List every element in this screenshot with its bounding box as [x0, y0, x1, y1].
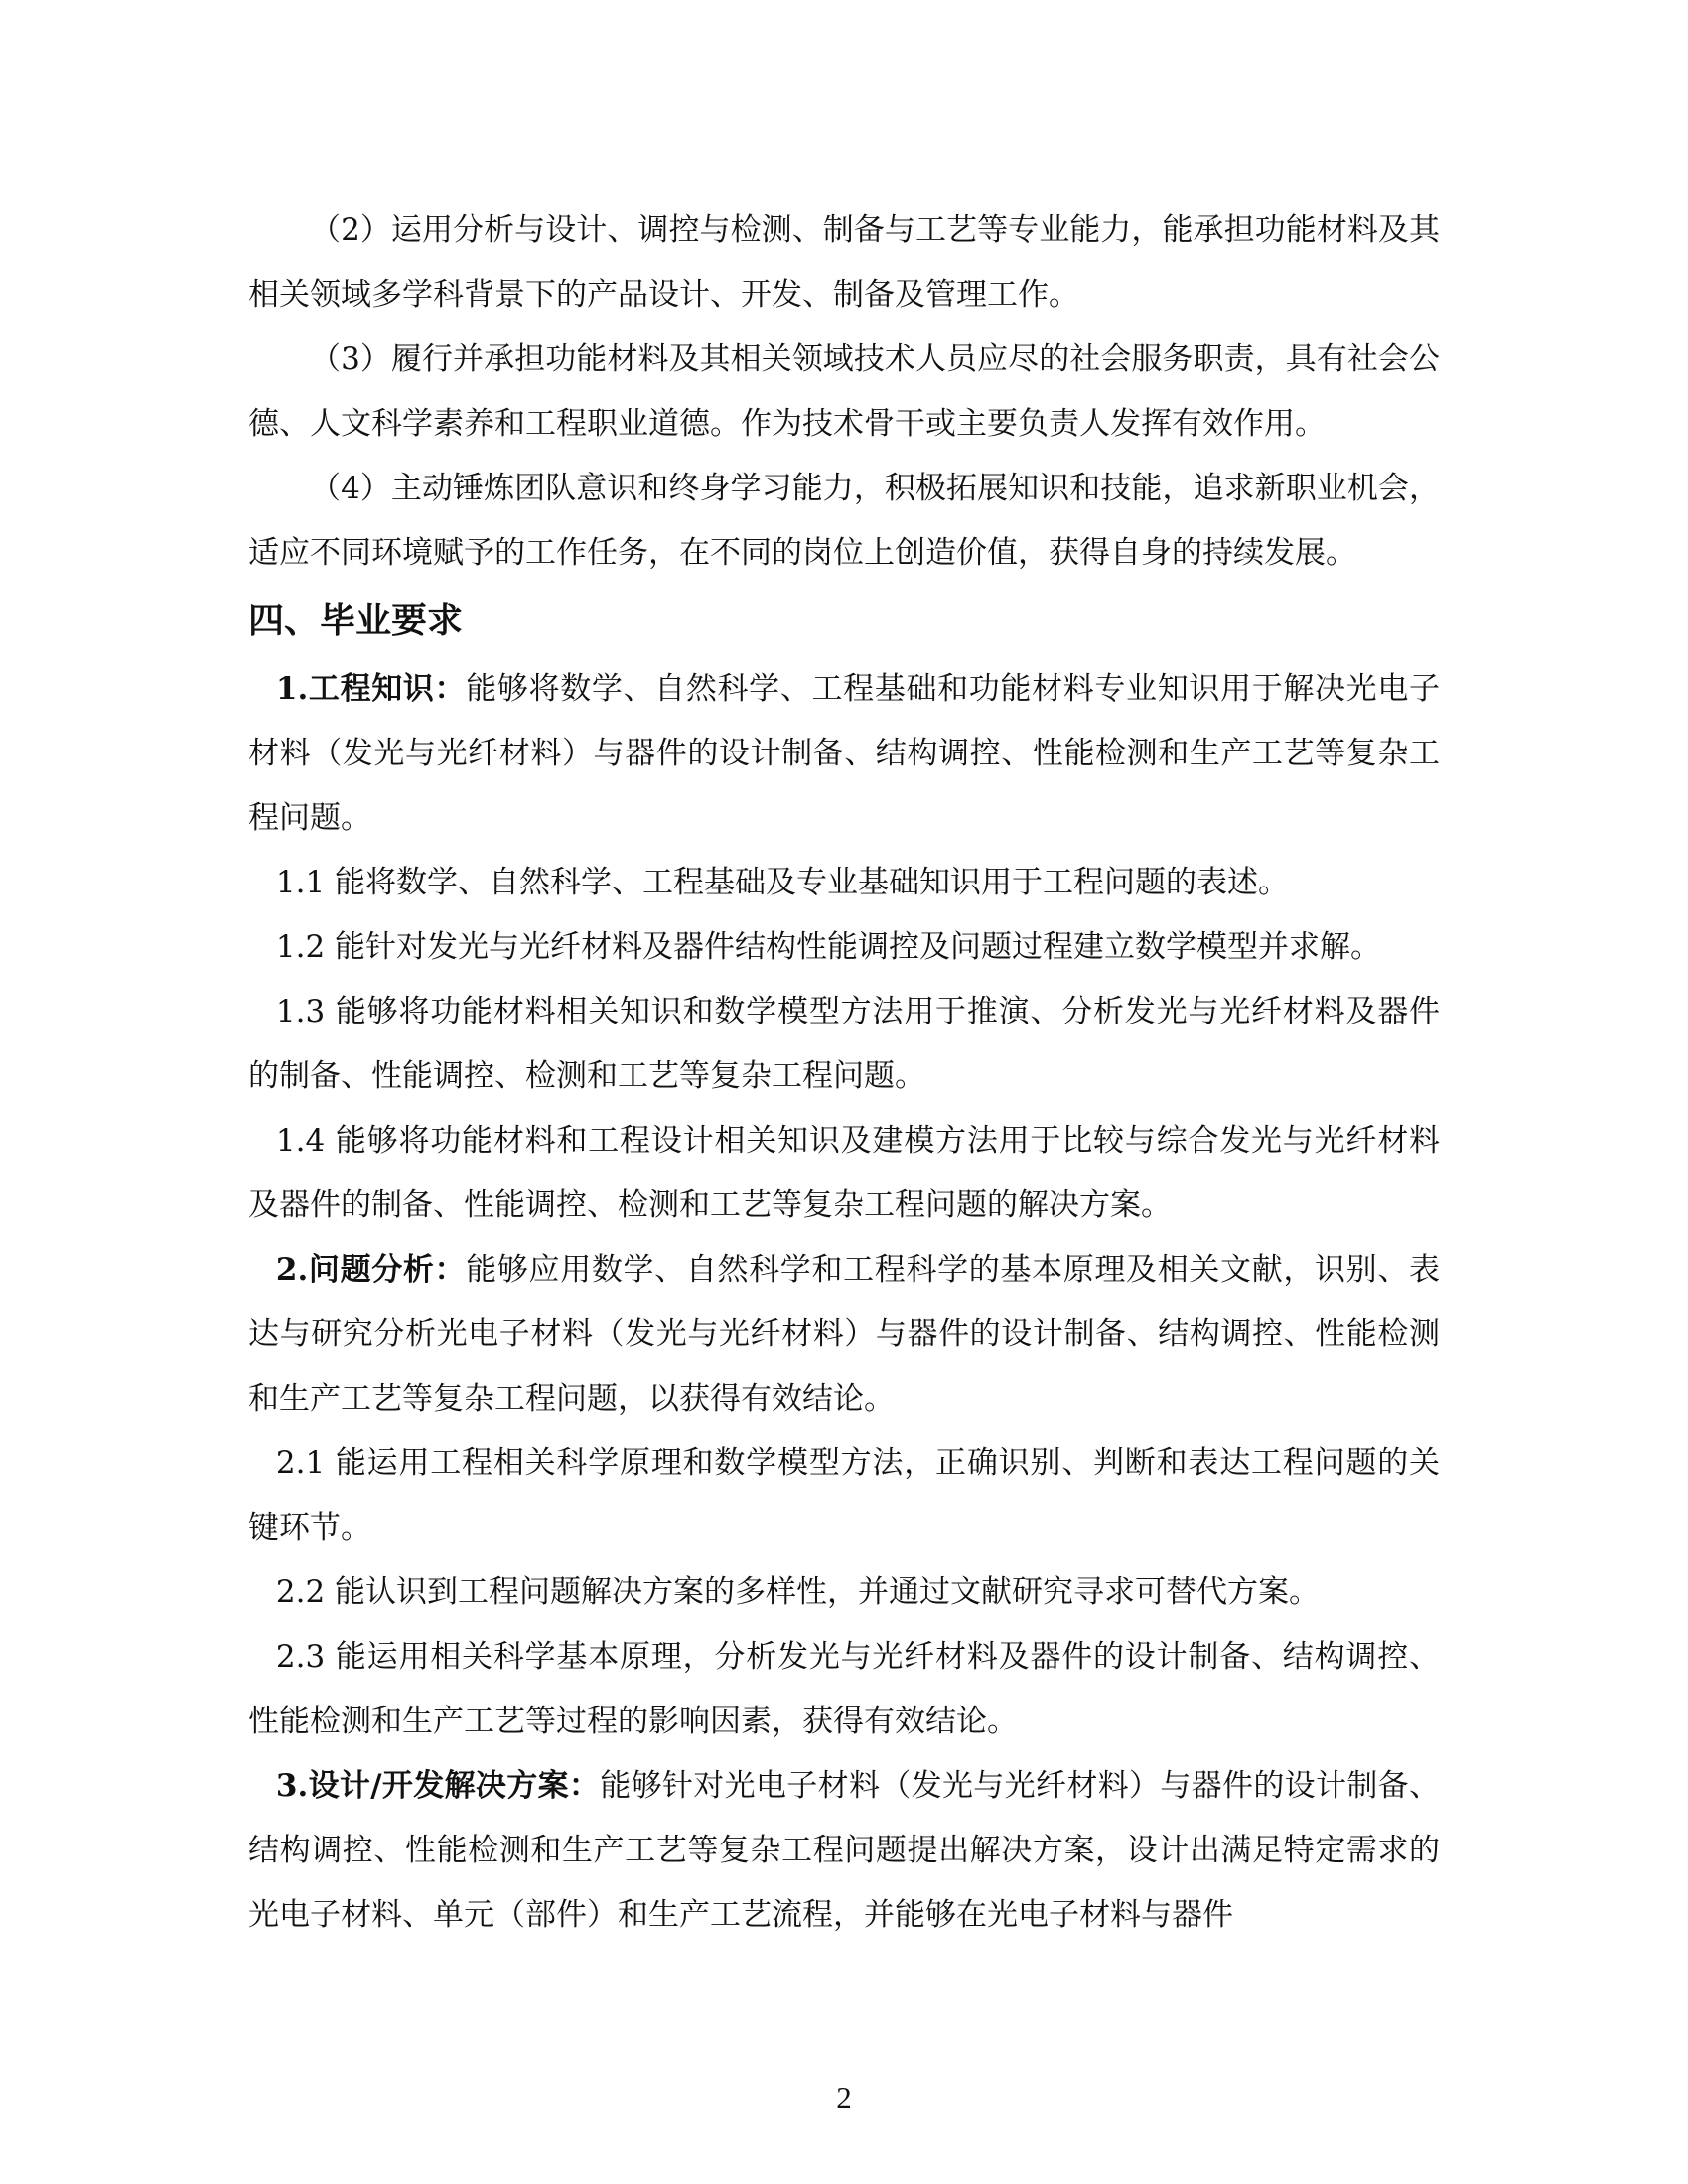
requirement-2-title: 2.问题分析：	[275, 1252, 467, 1288]
requirement-1	[248, 657, 1440, 851]
requirement-1-title: 1.工程知识：	[275, 671, 467, 707]
requirement-1-1: 1.1 能将数学、自然科学、工程基础及专业基础知识用于工程问题的表述。	[275, 865, 1290, 900]
page-number: 2	[836, 2080, 852, 2115]
requirement-3	[248, 1754, 1440, 1948]
requirement-3-title: 3.设计/开发解决方案：	[275, 1768, 601, 1804]
requirement-1-2: 1.2 能针对发光与光纤材料及器件结构性能调控及问题过程建立数学模型并求解。	[275, 929, 1382, 965]
requirement-1-4: 1.4 能够将功能材料和工程设计相关知识及建模方法用于比较与综合发光与光纤材料及器件的制备、性能调控、检测和工艺等复杂工程问题的解决方案。	[248, 1123, 1440, 1223]
requirement-2-text: 能够应用数学、自然科学和工程科学的基本原理及相关文献，识别、表达与研究分析光电子材料（发光与光纤材料）与器件的设计制备、结构调控、性能检测和生产工艺等复杂工程问题，以获得有效结论。	[248, 1252, 1440, 1417]
requirement-1-3: 1.3 能够将功能材料相关知识和数学模型方法用于推演、分析发光与光纤材料及器件的制备、性能调控、检测和工艺等复杂工程问题。	[248, 994, 1440, 1094]
objective-3: （3）履行并承担功能材料及其相关领域技术人员应尽的社会服务职责，具有社会公德、人文科学素养和工程职业道德。作为技术骨干或主要负责人发挥有效作用。	[248, 341, 1440, 442]
requirement-3-text: 能够针对光电子材料（发光与光纤材料）与器件的设计制备、结构调控、性能检测和生产工艺等复杂工程问题提出解决方案，设计出满足特定需求的光电子材料、单元（部件）和生产工艺流程，并能够在光电子材料与器件	[248, 1768, 1441, 1933]
section-heading: 四、毕业要求	[248, 601, 464, 641]
objective-2: （2）运用分析与设计、调控与检测、制备与工艺等专业能力，能承担功能材料及其相关领域多学科背景下的产品设计、开发、制备及管理工作。	[248, 212, 1440, 313]
requirement-2-3: 2.3 能运用相关科学基本原理，分析发光与光纤材料及器件的设计制备、结构调控、性能检测和生产工艺等过程的影响因素，获得有效结论。	[248, 1639, 1440, 1739]
requirement-2	[248, 1238, 1440, 1432]
requirement-1-text: 能够将数学、自然科学、工程基础和功能材料专业知识用于解决光电子材料（发光与光纤材料）与器件的设计制备、结构调控、性能检测和生产工艺等复杂工程问题。	[248, 671, 1440, 836]
objective-4: （4）主动锤炼团队意识和终身学习能力，积极拓展知识和技能，追求新职业机会，适应不同环境赋予的工作任务，在不同的岗位上创造价值，获得自身的持续发展。	[248, 471, 1440, 571]
document-body	[248, 199, 1440, 1948]
requirement-2-1: 2.1 能运用工程相关科学原理和数学模型方法，正确识别、判断和表达工程问题的关键环节。	[248, 1445, 1440, 1546]
requirement-2-2: 2.2 能认识到工程问题解决方案的多样性，并通过文献研究寻求可替代方案。	[275, 1574, 1321, 1610]
